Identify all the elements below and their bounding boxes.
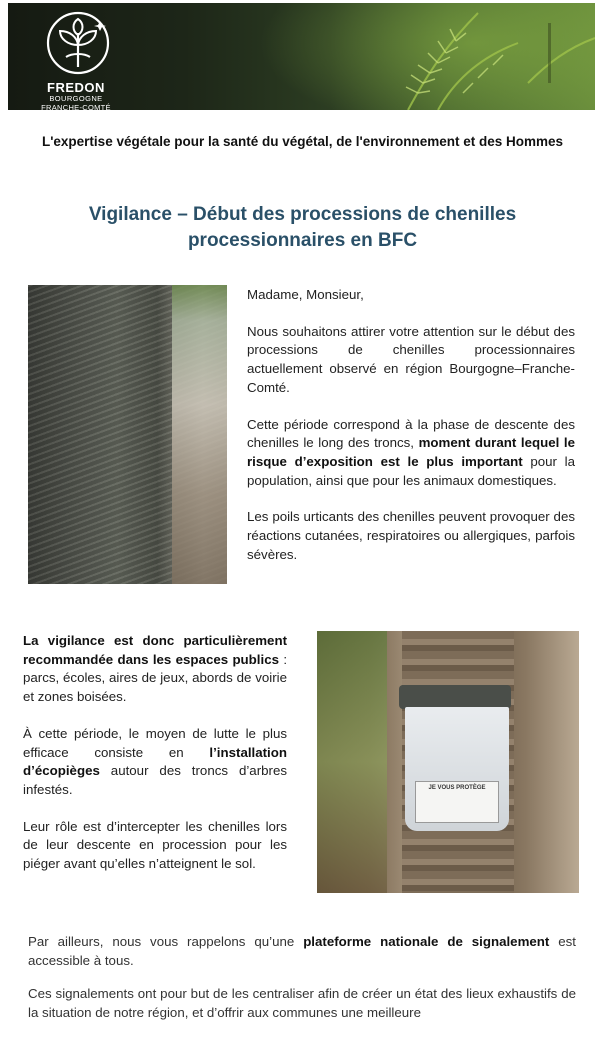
platform-text-c: est accessible à tous.: [28, 934, 576, 968]
vigilance-section: [23, 632, 287, 892]
ecotrap-photo: [317, 631, 579, 893]
forest-background: [172, 285, 227, 584]
plant-logo-icon: [30, 9, 126, 81]
vigilance-paragraph: [23, 632, 287, 707]
platform-emphasis: plateforme nationale de signalement: [303, 934, 550, 949]
intro-section: [247, 286, 575, 582]
vigilance-text: : parcs, écoles, aires de jeux, abords de voirie et zones boisées.: [23, 651, 288, 705]
trap-collar: [399, 685, 511, 709]
ecotrap-paragraph: [23, 725, 287, 800]
greeting: Madame, Monsieur,: [247, 287, 364, 302]
platform-text-a: Par ailleurs, nous vous rappelons qu’une: [28, 934, 304, 949]
vigilance-emphasis: La vigilance est donc particulièrement recommandée dans les espaces publics: [23, 633, 287, 667]
caterpillar-procession-photo: [28, 285, 227, 584]
reports-paragraph: Ces signalements ont pour but de les centraliser afin de créer un état des lieux exhaustifs de la situation de notre région, et d’offrir aux communes une meilleure: [28, 986, 576, 1021]
ecotrap-text-c: autour des troncs d’arbres infestés.: [23, 763, 287, 797]
tagline: L'expertise végétale pour la santé du végétal, de l'environnement et des Hommes: [41, 134, 564, 149]
header-banner: [8, 3, 595, 110]
page-title: Vigilance – Début des processions de chenilles processionnaires en BFC: [88, 204, 517, 251]
platform-paragraph: [28, 933, 576, 970]
ecotrap-text-a: À cette période, le moyen de lutte le plus efficace consiste en: [23, 725, 287, 760]
fredon-logo: [28, 9, 128, 109]
risk-paragraph: Les poils urticants des chenilles peuvent provoquer des réactions cutanées, respiratoires ou allergiques, parfois sévères.: [247, 509, 575, 562]
intro-paragraph: Nous souhaitons attirer votre attention sur le début des processions de chenilles processionnaires actuellement observé en région Bourgogne–Franche-Comté.: [247, 323, 575, 395]
foliage: [317, 631, 387, 893]
reporting-section: [28, 933, 576, 1038]
descent-text-a: Cette période correspond à la phase de descente des chenilles le long des troncs,: [247, 416, 575, 451]
ecotrap-emphasis: l’installation d’écopièges: [23, 744, 287, 779]
trap-role-paragraph: Leur rôle est d’intercepter les chenilles lors de leur descente en procession pour les piéger avant qu’elles n’atteignent le sol.: [23, 818, 287, 872]
descent-text-c: pour la population, ainsi que pour les animaux domestiques.: [247, 453, 575, 488]
trap-label-text: JE VOUS PROTÈGE: [428, 785, 486, 791]
logo-region-1: BOURGOGNE: [49, 94, 103, 103]
descent-paragraph: [247, 416, 575, 491]
logo-region-2: FRANCHE-COMTÉ: [41, 103, 111, 110]
descent-emphasis: moment durant lequel le risque d’exposition est le plus important: [247, 435, 575, 469]
trap-label: [415, 781, 499, 823]
logo-name: FREDON: [47, 80, 105, 95]
